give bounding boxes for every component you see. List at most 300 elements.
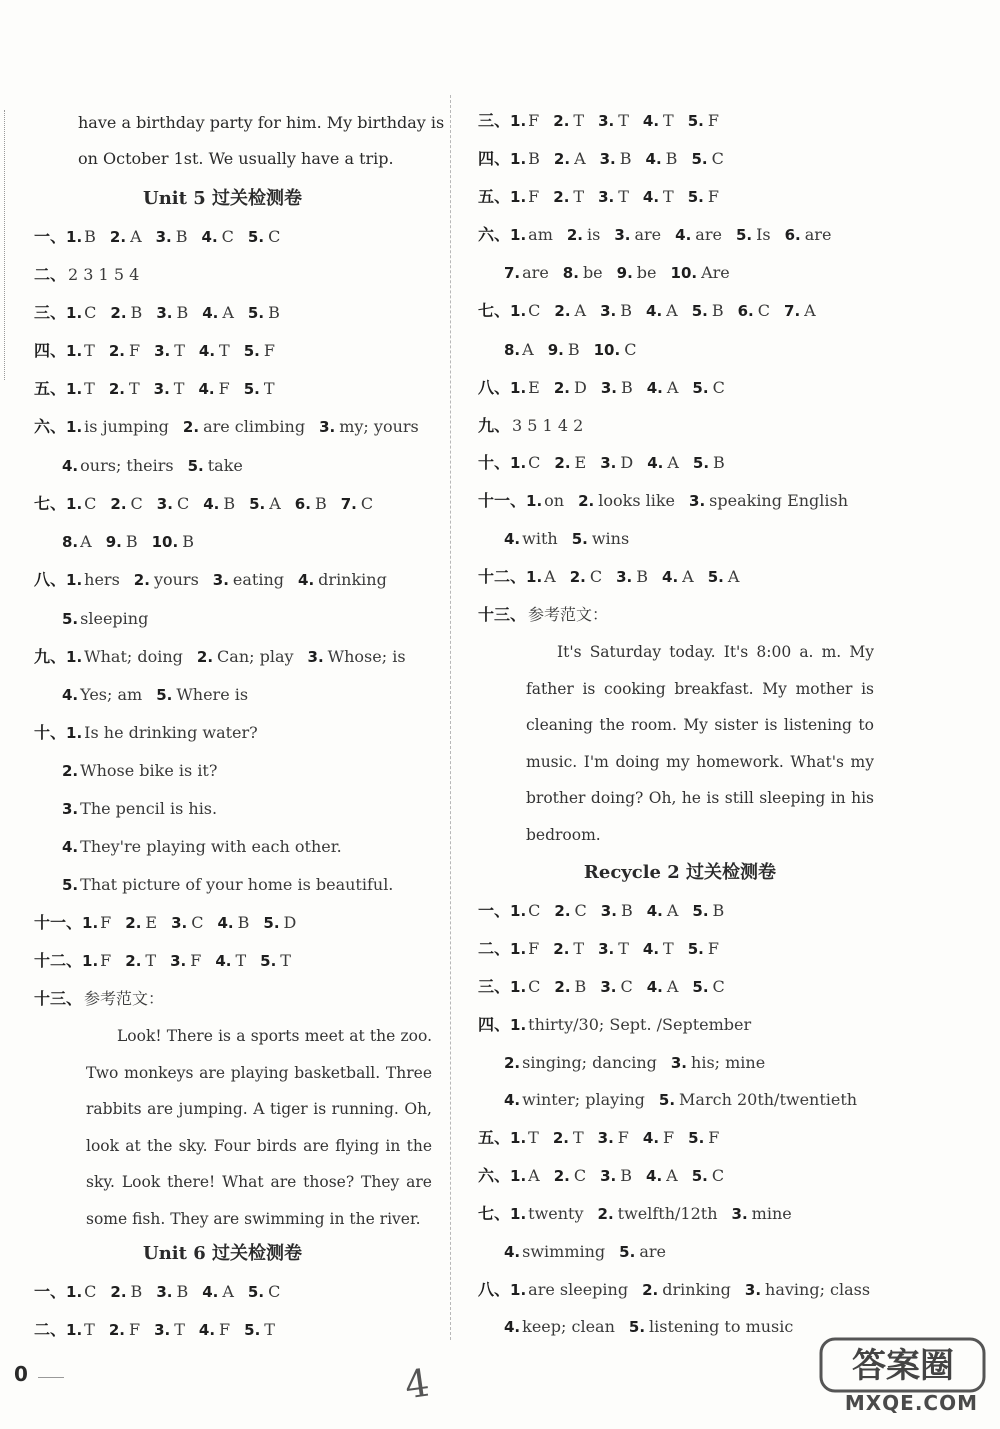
item-answer: looks like [598,491,676,510]
question-number: 一、 [478,901,511,920]
item-number: 2. [554,902,571,920]
item-answer: B [130,303,143,322]
item-number: 4. [504,1091,521,1109]
item-answer: B [268,303,280,322]
item-answer: A [666,1166,678,1185]
item-number: 2. [553,188,570,206]
item-answer: T [663,111,674,130]
item-number: 5. [187,457,204,475]
item-number: 5. [692,978,709,996]
item-answer: A [269,494,281,513]
answer-row-plain [34,984,164,1014]
section-heading: Unit 5 过关检测卷 [143,188,302,209]
answer-row [34,946,291,976]
item-number: 8. [62,533,79,551]
item-number: 4. [198,1321,216,1339]
answer-row [478,144,724,174]
item-answer: Is [756,225,771,244]
item-number: 3. [600,1167,617,1185]
item-answer: T [173,379,185,398]
answer-row [478,1123,719,1153]
item-number: 1. [66,724,83,742]
item-answer: C [528,901,541,920]
item-number: 9. [616,264,633,282]
item-answer: T [663,939,674,958]
item-answer: T [264,1320,275,1339]
question-number: 三、 [478,111,511,130]
item-number: 4. [646,978,663,996]
item-answer: Can; play [217,647,294,666]
item-number: 7. [784,302,801,320]
item-number: 4. [675,226,692,244]
item-number: 3. [616,568,633,586]
item-answer: are climbing [203,417,306,436]
item-answer: T [84,379,95,398]
item-number: 2. [578,492,595,510]
answer-row [34,642,406,672]
answer-row [34,718,258,748]
answer-row [504,524,629,554]
item-answer: T [618,187,629,206]
item-answer: is [587,225,601,244]
answer-row [478,296,816,326]
item-answer: T [235,951,247,970]
item-answer: C [360,494,374,513]
item-answer: B [620,901,633,920]
item-number: 3. [62,800,79,818]
binding-edge-dots [4,110,5,380]
question-number: 五、 [478,187,511,206]
item-answer: hers [84,570,120,589]
question-number: 二、 [478,939,511,958]
answer-row [34,412,419,442]
question-number: 二、 [34,265,67,284]
item-number: 8. [504,341,521,359]
item-answer: A [666,901,679,920]
sample-essay: It's Saturday today. It's 8:00 a. m. My father is cooking breakfast. My mother is cleaning the room. My sister is listening to music. I'm doing my homework. What's my brother doing? Oh, he is still sleeping in his bedroom. [526,643,874,844]
item-number: 3. [600,978,617,996]
question-number: 七、 [478,1204,511,1223]
answer-row [504,1048,765,1078]
item-answer: his; mine [691,1053,766,1072]
item-number: 2. [110,1283,127,1301]
item-number: 10. [670,264,698,282]
item-answer: keep; clean [522,1317,615,1336]
item-answer: Is he drinking water? [84,723,258,742]
question-number: 十、 [34,723,67,742]
item-answer: speaking English [709,491,849,510]
item-answer: is jumping [84,417,169,436]
item-answer: T [174,341,185,360]
item-number: 4. [642,112,660,130]
question-number: 十三、 [478,605,527,624]
item-answer: B [665,149,678,168]
item-number: 1. [66,495,83,513]
item-number: 5. [571,530,588,548]
item-number: 4. [202,304,219,322]
answer-row-plain [478,411,583,441]
item-answer: Are [701,263,730,282]
answer-row-plain [34,260,139,290]
answer-row [478,972,725,1002]
item-number: 5. [249,495,266,513]
item-answer: B [620,1166,633,1185]
item-number: 6. [784,226,801,244]
item-number: 5. [243,380,260,398]
question-number: 十三、 [34,989,83,1008]
question-number: 七、 [34,494,67,513]
item-answer: C [84,1282,97,1301]
item-number: 2. [133,571,150,589]
item-number: 3. [744,1281,762,1299]
question-number: 七、 [478,301,511,320]
item-number: 2. [553,112,570,130]
item-answer: having; class [765,1280,871,1299]
item-answer: C [620,977,633,996]
item-number: 1. [510,112,527,130]
item-number: 1. [66,418,83,436]
item-number: 2. [108,1321,125,1339]
item-answer: F [707,111,719,130]
answer-row [62,451,243,481]
answer-row [34,1315,275,1345]
item-answer: The pencil is his. [80,799,218,818]
item-number: 4. [646,902,663,920]
item-answer: A [682,567,694,586]
handwritten-mark: 4 [402,1360,433,1408]
item-answer: B [619,149,632,168]
item-number: 1. [510,940,527,958]
item-number: 1. [82,914,99,932]
item-number: 5. [688,1129,705,1147]
item-answer: listening to music [649,1317,794,1336]
item-number: 2. [554,454,571,472]
item-answer: C [711,149,724,168]
item-answer: T [528,1128,539,1147]
item-number: 5. [691,1167,708,1185]
item-number: 4. [642,1129,660,1147]
item-number: 4. [504,1243,521,1261]
answer-row [478,1199,792,1229]
item-number: 3. [155,228,172,246]
item-answer: thirty/30; Sept. /September [528,1015,752,1034]
question-number: 九、 [34,647,67,666]
item-number: 2. [109,228,127,246]
item-number: 9. [105,533,122,551]
item-answer: A [222,1282,234,1301]
item-number: 6. [294,495,311,513]
item-answer: C [573,1166,587,1185]
item-number: 3. [156,1283,173,1301]
answer-row [478,1161,724,1191]
item-number: 4. [203,495,220,513]
item-number: 4. [198,380,215,398]
item-number: 4. [298,571,315,589]
item-number: 2. [554,978,571,996]
item-answer: C [84,303,97,322]
item-number: 5. [692,902,709,920]
watermark-logo [815,1333,990,1423]
item-answer: F [128,1320,141,1339]
item-answer: are [522,263,549,282]
item-answer: That picture of your home is beautiful. [80,875,394,894]
item-answer: B [620,378,633,397]
item-answer: F [528,939,540,958]
item-answer: F [100,951,112,970]
item-number: 9. [547,341,564,359]
item-number: 2. [553,940,570,958]
item-answer: F [663,1128,675,1147]
item-number: 5. [247,228,265,246]
item-number: 3. [598,112,615,130]
item-number: 10. [593,341,621,359]
column-divider [450,95,451,1340]
answer-row [62,604,148,634]
item-answer: mine [751,1204,792,1223]
item-number: 4. [646,1167,663,1185]
item-number: 1. [510,454,527,472]
item-answer: March 20th/twentieth [679,1090,858,1109]
item-number: 3. [154,342,171,360]
answer-row [478,106,719,136]
item-number: 2. [566,226,584,244]
answer-row [62,832,342,862]
item-number: 4. [642,188,660,206]
item-number: 2. [554,302,571,320]
item-answer: yours [153,570,199,589]
item-answer: A [804,301,816,320]
answer-row [34,565,387,595]
item-number: 4. [217,914,234,932]
item-answer: B [176,303,189,322]
page-number: 0 [14,1362,28,1386]
item-number: 3. [154,1321,171,1339]
item-answer: drinking [662,1280,731,1299]
item-number: 2. [553,150,571,168]
question-number: 四、 [478,1015,511,1034]
question-number: 五、 [478,1128,511,1147]
item-number: 4. [202,1283,219,1301]
answer-row [478,220,831,250]
item-answer: be [582,263,603,282]
answer-text: 参考范文： [528,605,609,624]
item-answer: They're playing with each other. [80,837,342,856]
item-answer: singing; dancing [522,1053,657,1072]
item-number: 1. [66,571,83,589]
answer-row [34,908,296,938]
item-number: 5. [244,1321,261,1339]
item-answer: on [544,491,565,510]
item-answer: B [574,977,587,996]
item-number: 4. [645,150,662,168]
item-answer: E [528,378,540,397]
item-number: 5. [62,610,79,628]
item-number: 4. [642,940,660,958]
answer-row [34,1277,280,1307]
watermark-logo-text: 答案圈 [852,1346,954,1386]
answer-row [504,335,636,365]
question-number: 十一、 [34,913,83,932]
item-answer: D [573,378,587,397]
item-number: 5. [243,342,260,360]
item-number: 4. [215,952,232,970]
question-number: 一、 [34,227,67,246]
item-answer: C [757,301,771,320]
item-answer: drinking [318,570,387,589]
item-number: 3. [156,495,173,513]
item-number: 2. [642,1281,659,1299]
item-answer: be [636,263,657,282]
item-answer: A [727,567,740,586]
answer-row [504,258,730,288]
answer-row [62,680,248,710]
item-answer: B [84,227,96,246]
item-number: 4. [504,530,521,548]
item-answer: B [567,340,580,359]
item-number: 4. [62,686,79,704]
item-number: 2. [110,304,127,322]
question-number: 二、 [34,1320,67,1339]
item-answer: E [145,913,158,932]
item-answer: B [713,453,725,472]
item-number: 2. [569,568,586,586]
item-number: 3. [600,302,617,320]
answer-text: 2 3 1 5 4 [68,265,140,284]
answer-row [478,373,725,403]
item-answer: F [190,951,202,970]
item-answer: C [268,1282,281,1301]
item-answer: twelfth/12th [617,1204,718,1223]
item-answer: T [618,939,629,958]
item-answer: A [666,301,678,320]
item-number: 2. [552,1129,569,1147]
item-answer: C [624,340,637,359]
item-number: 1. [526,492,543,510]
item-answer: F [100,913,112,932]
page-number-rule [38,1377,64,1378]
item-answer: take [207,456,243,475]
item-number: 5. [619,1243,636,1261]
item-number: 3. [597,1129,614,1147]
item-answer: are sleeping [528,1280,629,1299]
item-number: 1. [510,302,527,320]
item-answer: B [314,494,327,513]
item-answer: T [145,951,157,970]
answer-text: 3 5 1 4 2 [512,416,584,435]
item-number: 3. [598,188,615,206]
item-answer: C [528,977,541,996]
answer-row [34,489,373,519]
item-answer: wins [591,529,630,548]
item-answer: F [707,187,719,206]
item-answer: F [708,1128,720,1147]
item-number: 2. [108,342,125,360]
item-number: 1. [510,1167,527,1185]
item-answer: C [589,567,603,586]
item-number: 2. [110,495,127,513]
item-number: 1. [510,188,527,206]
item-answer: F [617,1128,629,1147]
item-number: 10. [151,533,179,551]
item-answer: D [620,453,634,472]
item-number: 3. [731,1205,748,1223]
answer-row [478,562,739,592]
sample-essay: Look! There is a sports meet at the zoo. Two monkeys are playing basketball. Three rabbits are jumping. A tiger is running. Oh, look at the sky. Four birds are flying in the sky. Look there! What are those? They are some fish. They are swimming in the river. [86,1027,432,1228]
item-answer: T [573,939,585,958]
answer-text: 参考范文： [84,989,165,1008]
continued-essay-line: have a birthday party for him. My birthday is [78,113,445,132]
item-number: 5. [691,302,708,320]
item-number: 4. [198,342,216,360]
item-number: 5. [62,876,79,894]
item-answer: A [667,453,679,472]
item-number: 4. [62,457,79,475]
item-number: 3. [153,380,170,398]
answer-row [504,1312,793,1342]
item-number: 5. [687,940,704,958]
item-answer: A [574,149,586,168]
item-number: 1. [510,1281,527,1299]
question-number: 四、 [478,149,511,168]
item-answer: are [804,225,832,244]
question-number: 六、 [478,225,511,244]
item-number: 4. [662,568,679,586]
item-number: 1. [510,1205,527,1223]
answer-row [504,1085,857,1115]
item-number: 2. [504,1054,521,1072]
question-number: 九、 [478,416,511,435]
answer-row [478,896,724,926]
item-number: 5. [156,686,173,704]
item-answer: T [618,111,629,130]
item-answer: my; yours [339,417,419,436]
item-answer: A [574,301,587,320]
answer-row [62,870,393,900]
answer-row [62,756,217,786]
item-number: 4. [62,838,79,856]
answer-row [478,934,719,964]
answer-row [478,1275,870,1305]
item-answer: F [707,939,719,958]
question-number: 十二、 [34,951,83,970]
item-number: 4. [201,228,218,246]
item-answer: T [84,1320,95,1339]
item-number: 2. [182,418,200,436]
item-number: 5. [263,914,280,932]
question-number: 三、 [478,977,511,996]
answer-row [62,527,194,557]
item-number: 5. [687,112,704,130]
item-answer: winter; playing [522,1090,645,1109]
item-answer: ours; theirs [80,456,174,475]
answer-row [478,486,848,516]
item-number: 4. [647,454,664,472]
item-answer: A [222,303,234,322]
item-number: 3. [170,952,187,970]
item-answer: B [175,227,188,246]
item-answer: A [528,1166,540,1185]
item-answer: are [634,225,662,244]
answer-row-plain [478,600,608,630]
item-number: 6. [737,302,754,320]
item-answer: C [711,1166,725,1185]
item-answer: twenty [528,1204,584,1223]
item-number: 1. [82,952,99,970]
item-number: 2. [125,952,142,970]
item-answer: C [84,494,97,513]
item-number: 1. [510,978,527,996]
item-answer: C [712,378,725,397]
